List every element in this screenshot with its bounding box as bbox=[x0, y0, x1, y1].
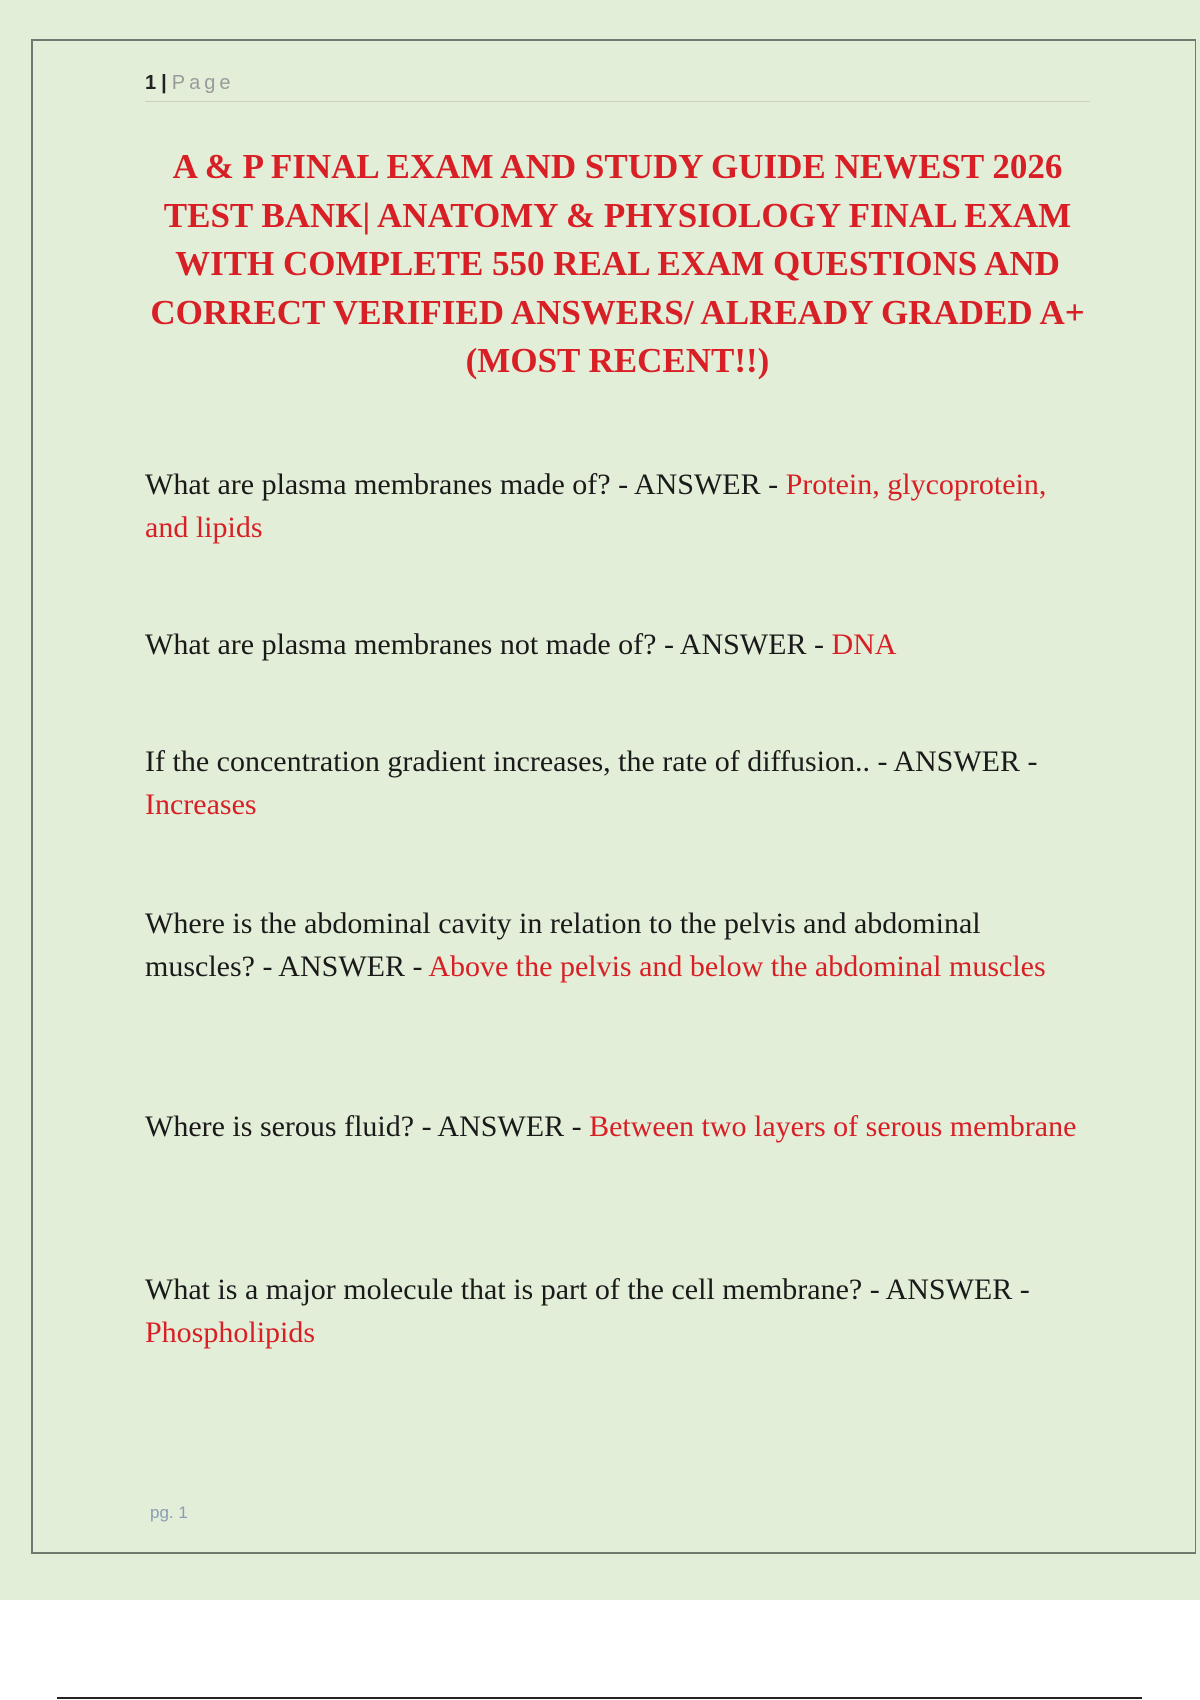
qa-item-4 bbox=[145, 902, 1095, 988]
qa-item-6 bbox=[145, 1268, 1095, 1354]
question-text: What are plasma membranes not made of? - ANSWER - bbox=[145, 628, 832, 661]
bottom-divider bbox=[57, 1697, 1142, 1699]
header-page-word: Page bbox=[171, 72, 235, 94]
answer-text: Protein, glycoprotein, and lipids bbox=[145, 468, 1047, 544]
qa-item-5 bbox=[145, 1105, 1095, 1148]
answer-text: Between two layers of serous membrane bbox=[589, 1110, 1077, 1143]
answer-text: Increases bbox=[145, 788, 257, 821]
qa-item-1 bbox=[145, 463, 1095, 549]
qa-item-2 bbox=[145, 623, 1095, 666]
document-title: A & P FINAL EXAM AND STUDY GUIDE NEWEST 2026 TEST BANK| ANATOMY & PHYSIOLOGY FINAL EXAM WITH COMPLETE 550 REAL EXAM QUESTIONS AND CORRECT VERIFIED ANSWERS/ ALREADY GRADED A+ (MOST RECENT!!) bbox=[150, 147, 1085, 380]
question-text: If the concentration gradient increases, the rate of diffusion.. - ANSWER - bbox=[145, 745, 1038, 778]
answer-text: Above the pelvis and below the abdominal muscles bbox=[428, 950, 1046, 983]
answer-text: DNA bbox=[831, 628, 897, 661]
qa-item-3 bbox=[145, 740, 1095, 826]
page-footer: pg. 1 bbox=[150, 1503, 188, 1522]
question-text: What are plasma membranes made of? - ANSWER - bbox=[145, 468, 786, 501]
question-text: Where is serous fluid? - ANSWER - bbox=[145, 1110, 590, 1143]
question-text: Where is the abdominal cavity in relation to the pelvis and abdominal muscles? - ANSWER - bbox=[145, 907, 981, 983]
answer-text: Phospholipids bbox=[145, 1316, 316, 1349]
page-header bbox=[145, 72, 1090, 102]
question-text: What is a major molecule that is part of the cell membrane? - ANSWER - bbox=[145, 1273, 1030, 1306]
header-separator: | bbox=[161, 72, 168, 94]
header-page-number: 1 bbox=[145, 72, 158, 94]
